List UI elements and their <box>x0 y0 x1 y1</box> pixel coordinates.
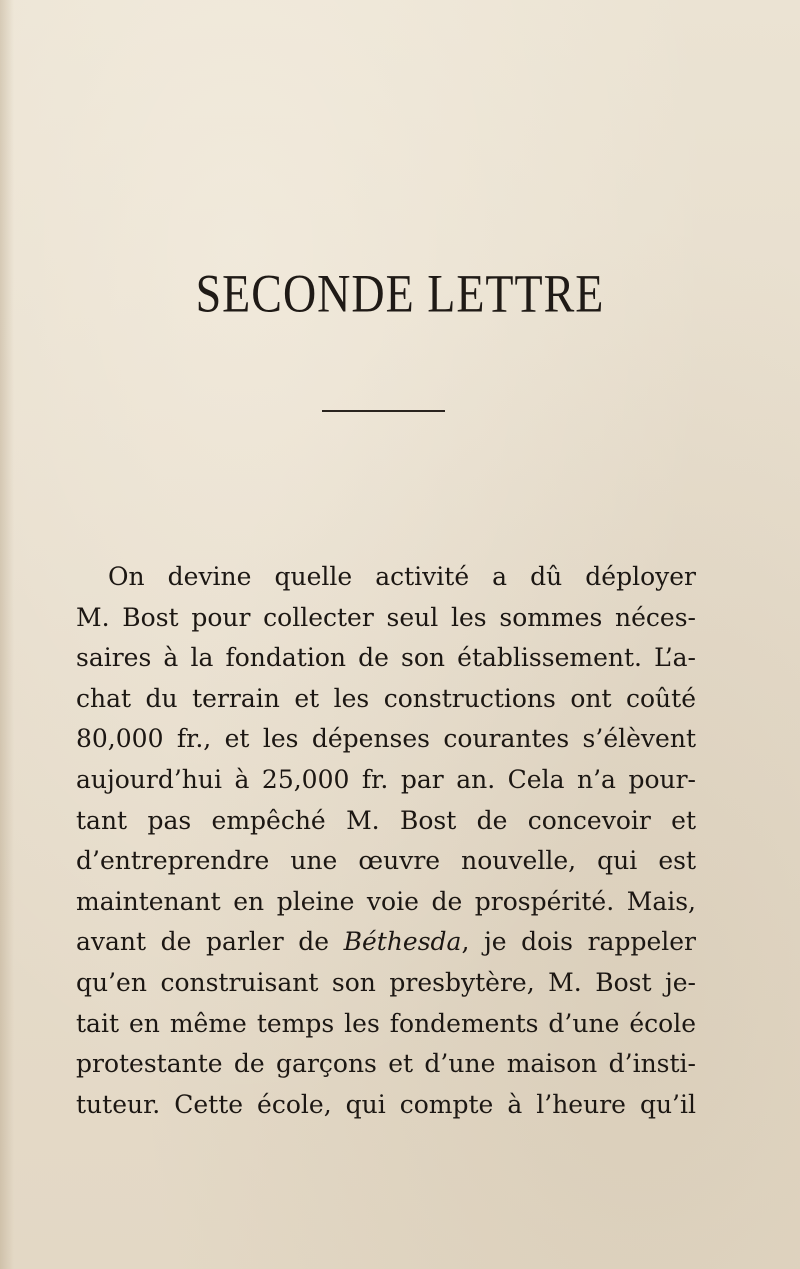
page-edge-shadow <box>0 0 14 1269</box>
body-paragraph <box>76 557 696 1125</box>
text-line: chat du terrain et les constructions ont coûté <box>76 683 696 713</box>
text-line: On devine quelle activité a dû déployer <box>108 562 696 591</box>
text-line: tuteur. Cette école, qui compte à l’heure qu’il <box>76 1089 696 1119</box>
text-line: d’entreprendre une œuvre nouvelle, qui est <box>76 846 696 876</box>
heading-rule <box>322 410 445 412</box>
text-line: protestante de garçons et d’une maison d’insti- <box>76 1049 696 1079</box>
text-line: tant pas empêché M. Bost de concevoir et <box>76 805 696 835</box>
text-line-with-italic <box>76 922 696 963</box>
chapter-heading: SECONDE LETTRE <box>195 263 605 324</box>
text-line: tait en même temps les fondements d’une école <box>76 1008 696 1038</box>
text-line: saires à la fondation de son établissement. L’a- <box>76 643 696 673</box>
text-line: maintenant en pleine voie de prospérité. Mais, <box>76 886 696 916</box>
text-line: 80,000 fr., et les dépenses courantes s’élèvent <box>76 724 696 754</box>
text-fragment: , je dois rappeler <box>461 927 696 957</box>
text-line: M. Bost pour collecter seul les sommes néces- <box>76 602 696 632</box>
text-line: qu’en construisant son presbytère, M. Bost je- <box>76 967 696 997</box>
text-line: aujourd’hui à 25,000 fr. par an. Cela n’a pour- <box>76 764 696 794</box>
italic-title-bethesda: Béthesda <box>343 927 462 957</box>
text-fragment: avant de parler de <box>76 927 344 957</box>
